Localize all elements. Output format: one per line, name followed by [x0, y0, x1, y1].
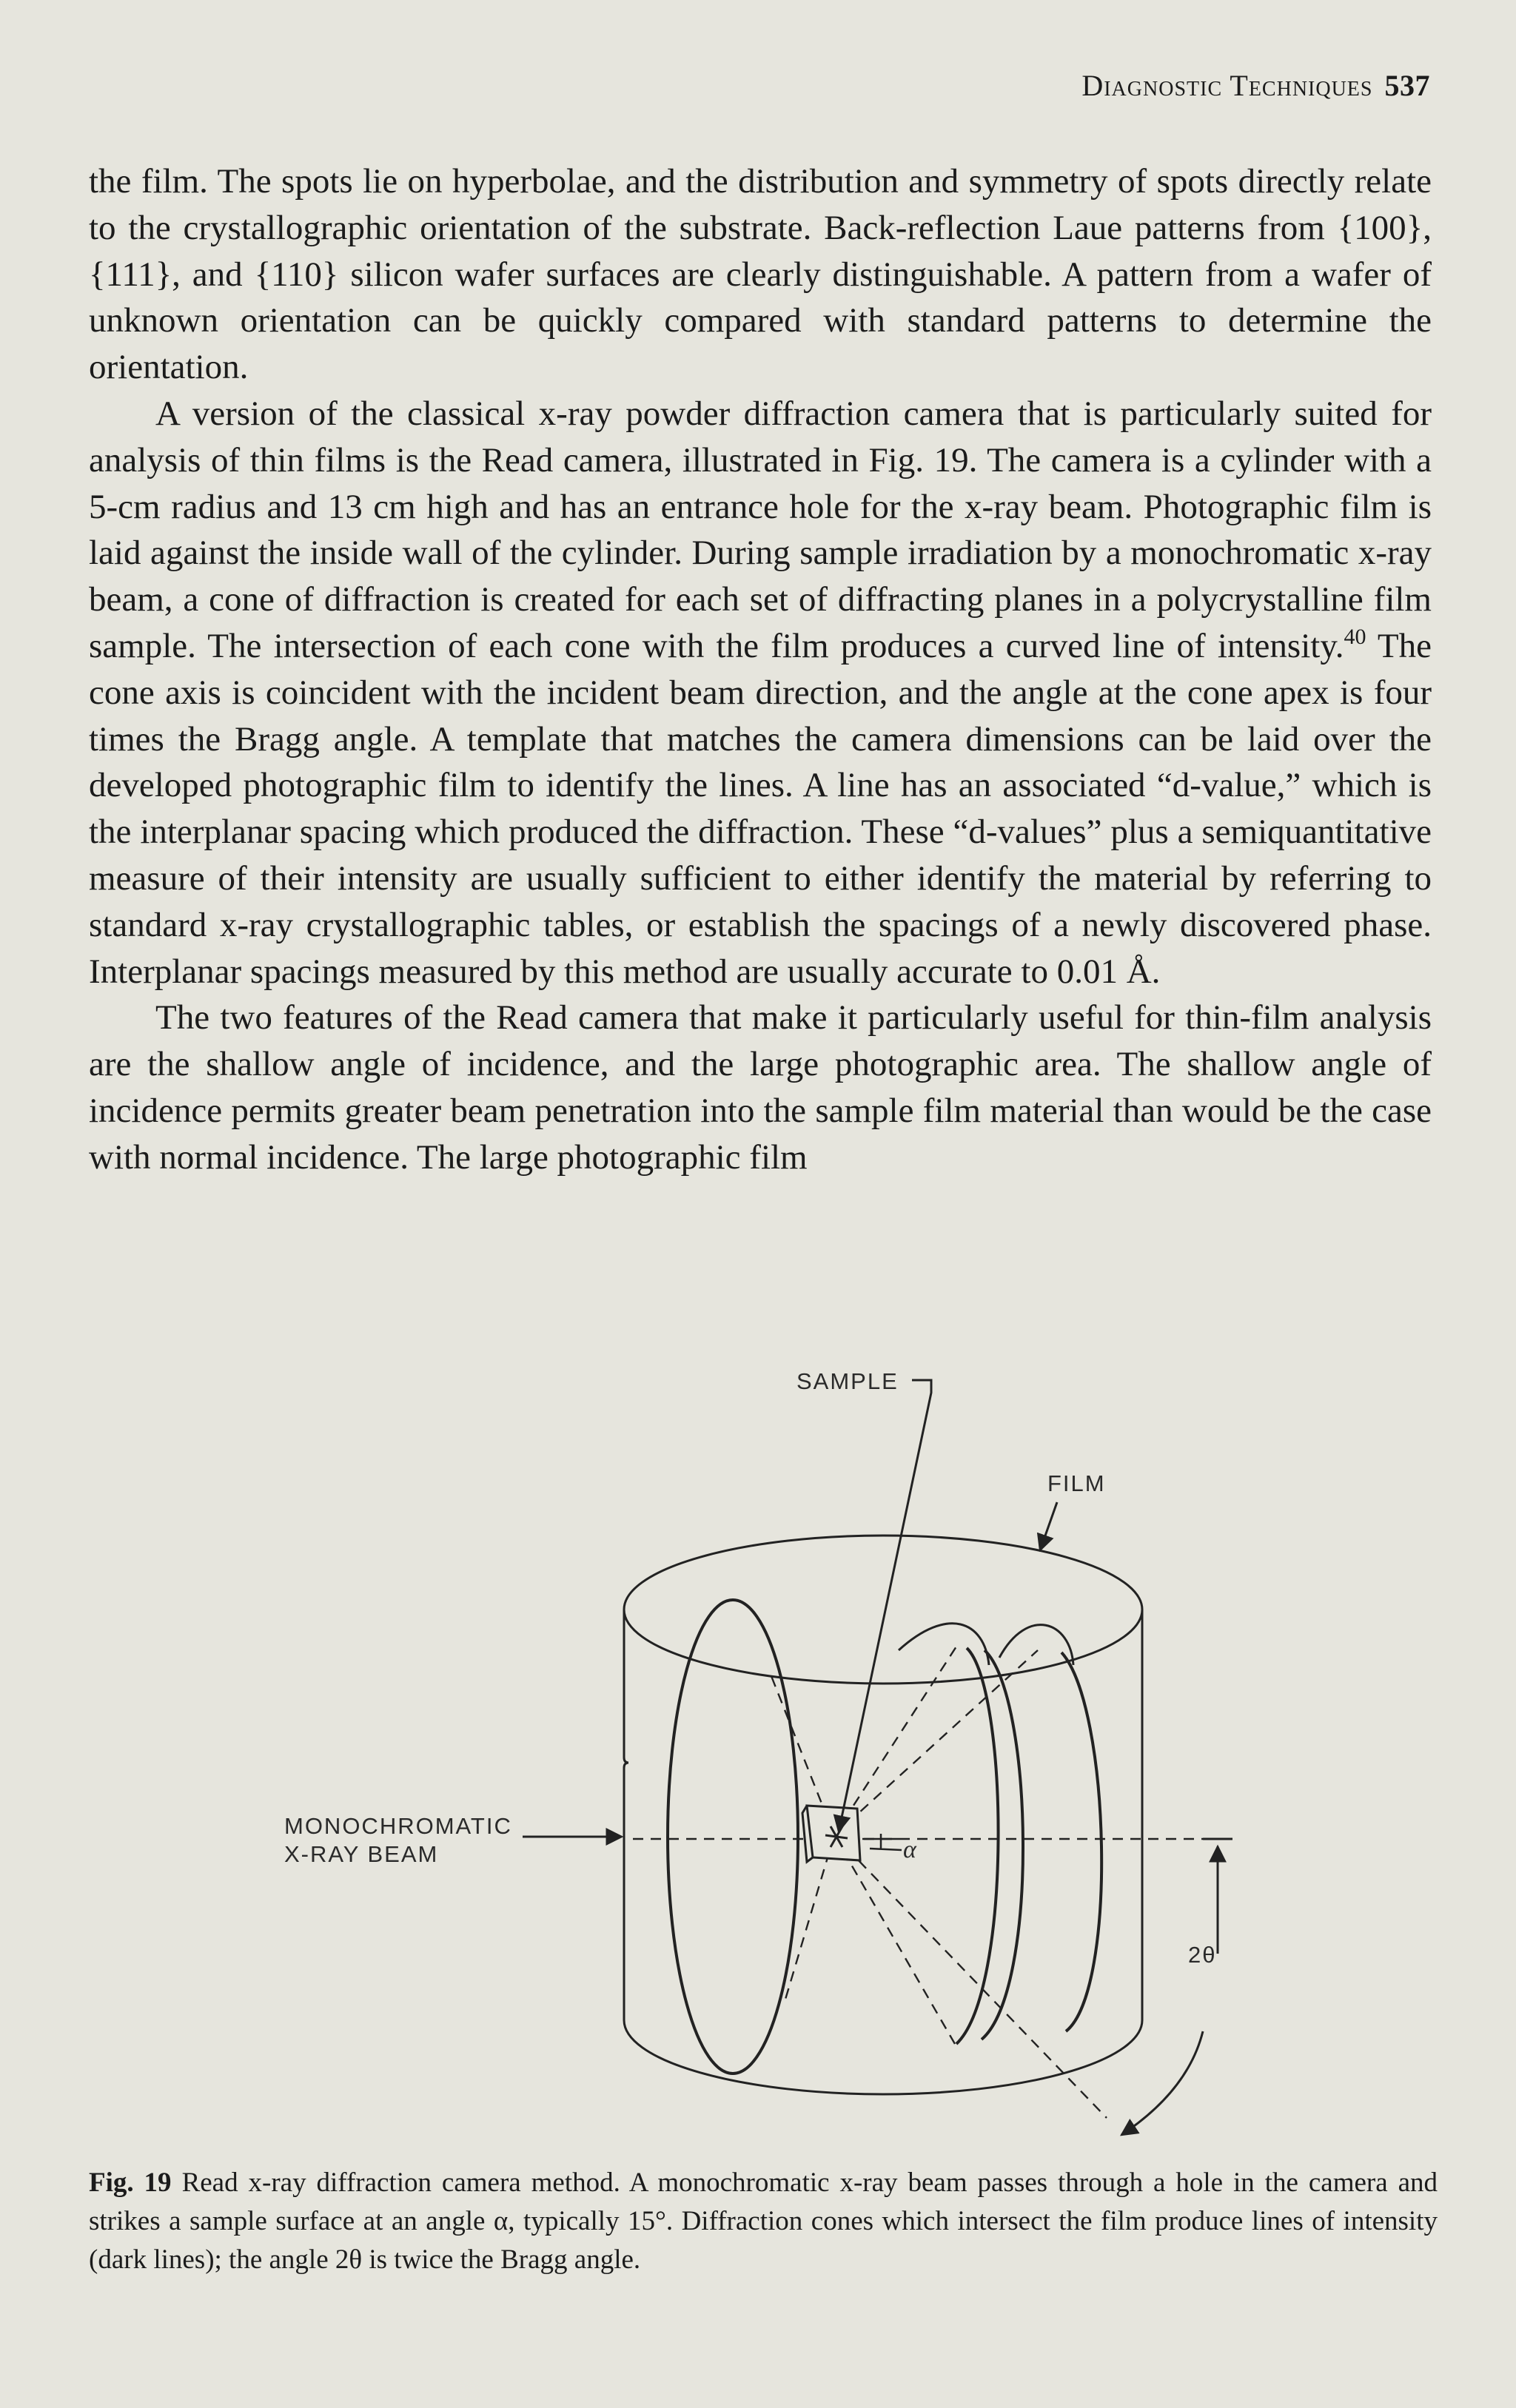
figure-caption — [89, 2164, 1438, 2279]
figure-number: Fig. 19 — [89, 2167, 172, 2198]
cone-edge-lower-mid — [834, 1835, 955, 2044]
film-leader — [1040, 1502, 1057, 1550]
reference-marker: 40 — [1344, 624, 1366, 649]
diffraction-line-front-arc — [899, 1624, 1073, 1665]
sample-leader — [839, 1380, 931, 1832]
diffraction-line-inner-1 — [956, 1648, 999, 2044]
cylinder-bottom — [624, 2020, 1142, 2094]
label-two-theta: 2θ — [1188, 1942, 1217, 1968]
running-head-title: Diagnostic Techniques — [1081, 69, 1373, 102]
alpha-indicator — [862, 1834, 902, 1850]
cylinder-side-left — [624, 1610, 628, 2020]
figure-read-camera — [0, 1339, 1516, 2161]
paragraph-3: The two features of the Read camera that make it particularly useful for thin-film analysis are the shallow angle of incidence, and the large photographic area. The shallow angle of incidence permits greater beam penetration into the sample film material than would be the case with normal incidence. The large photographic film — [89, 998, 1432, 1177]
paragraph-2-part-b: The cone axis is coincident with the incident beam direction, and the angle at the cone apex is four times the Bragg angle. A template that matches the camera dimensions can be laid over the developed photographic film to identify the lines. A line has an associated “d-value,” which is the interplanar spacing which produced the diffraction. These “d-values” plus a semiquantitative measure of their intensity are usually sufficient to either identify the material by referring to standard x-ray crystallographic tables, or establish the spacings of a newly discovered phase. Interplanar spacings measured by this method are usually accurate to 0.01 Å. — [89, 626, 1432, 991]
two-theta-arc — [1121, 2031, 1203, 2135]
cylinder-top — [624, 1536, 1142, 1684]
diffraction-line-outer — [1061, 1652, 1101, 2031]
label-sample: SAMPLE — [796, 1368, 899, 1394]
running-head — [1081, 68, 1430, 103]
cone-edge-lower-right — [834, 1835, 1107, 2118]
page-number: 537 — [1384, 69, 1430, 102]
label-alpha: α — [903, 1836, 916, 1863]
paragraph-1: the film. The spots lie on hyperbolae, and the distribution and symmetry of spots directly relate to the crystallographic orientation of the substrate. Back-reflection Laue patterns from {100}, {111}, and {110} silicon wafer surfaces are clearly distinguishable. A pattern from a wafer of unknown orientation can be quickly compared with standard patterns to determine the orientation. — [89, 162, 1432, 387]
read-camera-diagram — [0, 1339, 1516, 2161]
paragraph-2-part-a: A version of the classical x-ray powder diffraction camera that is particularly suited for analysis of thin films is the Read camera, illustrated in Fig. 19. The camera is a cylinder with a 5-cm radius and 13 cm high and has an entrance hole for the x-ray beam. Photographic film is laid against the inside wall of the cylinder. During sample irradiation by a monochromatic x-ray beam, a cone of diffraction is created for each set of diffracting planes in a polycrystalline film sample. The intersection of each cone with the film produces a curved line of intensity. — [89, 394, 1432, 665]
label-film: FILM — [1047, 1470, 1106, 1496]
paragraph-2 — [89, 391, 1432, 995]
label-beam-line-1: MONOCHROMATIC — [284, 1813, 512, 1839]
label-beam-line-2: X-RAY BEAM — [284, 1841, 439, 1867]
body-text — [89, 158, 1432, 1181]
cone-edge-upper-mid — [834, 1647, 956, 1835]
caption-text: Read x-ray diffraction camera method. A monochromatic x-ray beam passes through a hole in the camera and strikes a sample surface at an angle α, typically 15°. Diffraction cones which intersect the film produce lines of intensity (dark lines); the angle 2θ is twice the Bragg angle. — [89, 2167, 1438, 2275]
